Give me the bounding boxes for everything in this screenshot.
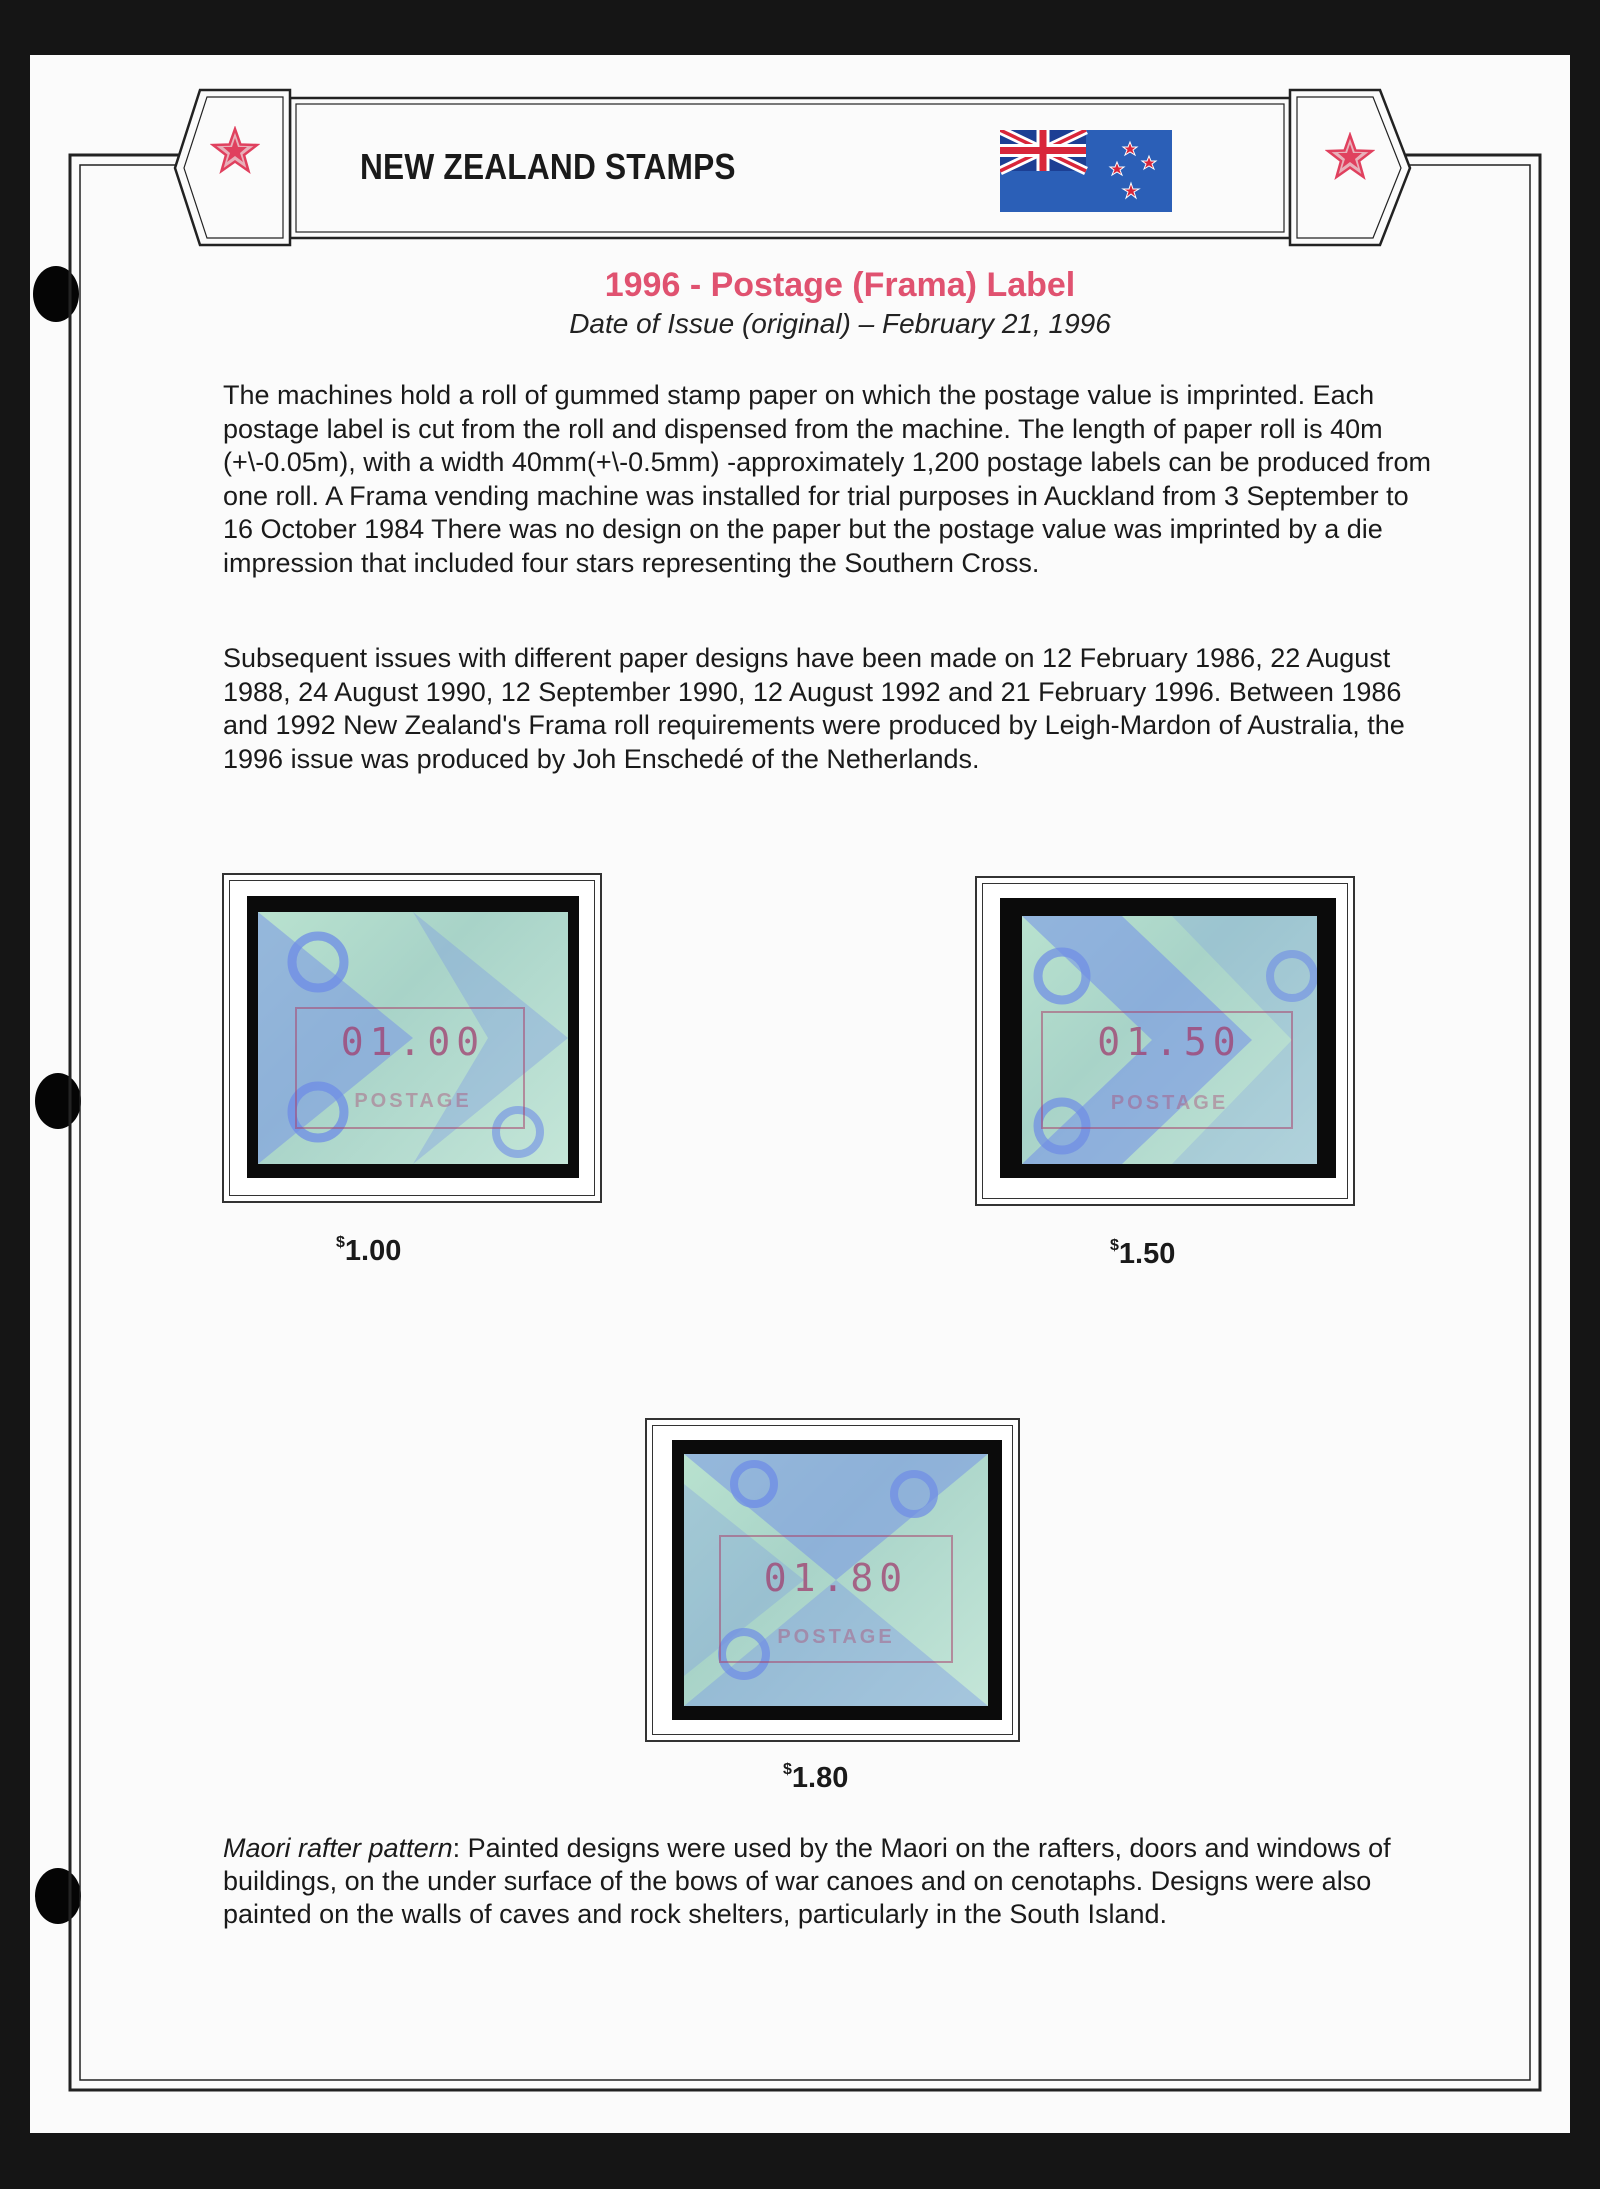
- header-title: NEW ZEALAND STAMPS: [360, 146, 736, 187]
- history-paragraph: Subsequent issues with different paper designs have been made on 12 February 1986, 22 August 1988, 24 August 1990, 12 September 1990, 12 August 1992 and 21 February 1996. Between 1986 and 1992 New Zealand's Frama roll requirements were produced by Leigh-Mardon of Australia, the 1996 issue was produced by Joh Enschedé of the Netherlands.: [223, 643, 1405, 774]
- stamp-2: [1022, 916, 1317, 1164]
- maori-rafter-term: Maori rafter pattern: [223, 1833, 453, 1863]
- stamp-postage-label-3: POSTAGE: [777, 1626, 895, 1648]
- article-title: 1996 - Postage (Frama) Label: [604, 266, 1076, 304]
- stamp-3: [684, 1454, 988, 1706]
- stamp-price-2: $1.50: [1110, 1237, 1176, 1270]
- new-zealand-flag-icon: [1000, 130, 1172, 212]
- stamp-postage-label-1: POSTAGE: [354, 1090, 472, 1112]
- intro-paragraph: The machines hold a roll of gummed stamp paper on which the postage value is imprinted. Each postage label is cut from the roll and dispensed from the machine. The length of paper roll is 40m (+\-0.05m), with a width 40mm(+\-0.5mm) -approximately 1,200 postage labels can be produced from one roll. A Frama vending machine was installed for trial purposes in Auckland from 3 September to 16 October 1984 There was no design on the paper but the postage value was imprinted by a die impression that included four stars representing the Southern Cross.: [223, 380, 1432, 578]
- maori-rafter-description: : Painted designs were used by the Maori on the rafters, doors and windows of buildings, on the under surface of the bows of war canoes and on cenotaphs. Designs were also painted on the walls of caves and rock shelters, particularly in the South Island.: [223, 1833, 1391, 1929]
- stamp-price-1: $1.00: [336, 1234, 402, 1267]
- stamp-postage-label-2: POSTAGE: [1110, 1092, 1229, 1114]
- stamp-price-3: $1.80: [783, 1761, 849, 1794]
- stamp-imprint-3: 01.80: [763, 1556, 909, 1600]
- stamp-1: [258, 912, 568, 1164]
- stamp-imprint-2: 01.50: [1097, 1020, 1242, 1064]
- maori-rafter-note: [223, 1832, 1433, 1931]
- star-icon-left: [210, 126, 260, 176]
- star-icon-right: [1325, 132, 1375, 182]
- stamp-imprint-1: 01.00: [340, 1020, 486, 1064]
- article-subtitle: Date of Issue (original) – February 21, 1996: [569, 308, 1111, 339]
